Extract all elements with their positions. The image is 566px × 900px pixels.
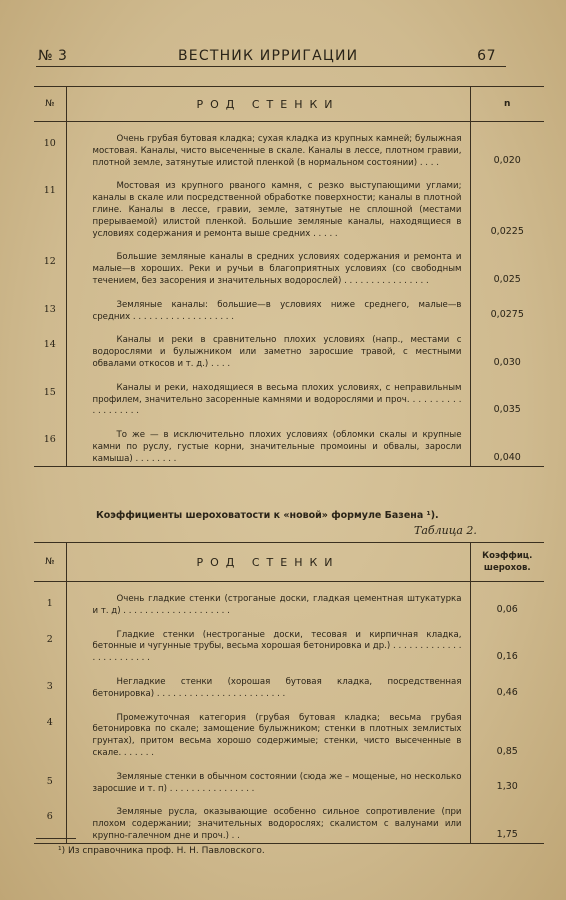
row-value: 0,040 xyxy=(470,418,544,466)
footnote: ¹) Из справочника проф. Н. Н. Павловского. xyxy=(58,846,265,856)
column-header-number: № xyxy=(34,87,66,122)
row-value: 0,020 xyxy=(470,122,544,170)
column-header-wall-type: РОД СТЕНКИ xyxy=(66,543,470,582)
row-description: Большие земляные каналы в средних условиях содержания и ремонта и малые—в хороших. Реки и ручьи в благоприятных условиях (со свободным течением, без засорения и значительных водорослей) . . . . . . . . . . . . . . . . xyxy=(92,252,462,286)
journal-title: ВЕСТНИК ИРРИГАЦИИ xyxy=(178,48,359,64)
column-header-number: № xyxy=(34,543,66,582)
row-number: 12 xyxy=(34,240,66,287)
row-number: 2 xyxy=(34,618,66,665)
row-description: Земляные стенки в обычном состоянии (сюда же – мощеные, но несколько заросшие и т. п) . . . . . . . . . . . . . . . . xyxy=(92,771,462,794)
row-value: 0,0275 xyxy=(470,288,544,324)
table-row xyxy=(34,665,544,701)
row-description: Гладкие стенки (нестроганые доски, тесовая и кирпичная кладка, бетонные и чугунные трубы, весьма хорошая бетонировка и др.) . . . . . . . . . . . . . . . . . . . . . . . . xyxy=(92,629,462,664)
row-value: 0,06 xyxy=(470,582,544,618)
table-header-row xyxy=(34,543,544,582)
row-number: 11 xyxy=(34,169,66,240)
row-description: Промежуточная категория (грубая бутовая кладка; весьма грубая бетонировка по скале; замощение булыжником; стенки в плотных землистых грунтах), притом весьма хорошо содержимые; стенки, чисто высеченные в скале. . . . . . . xyxy=(92,712,462,758)
row-description: Очень гладкие стенки (строганые доски, гладкая цементная штукатурка и т. д) . . . . . . . . . . . . . . . . . . . . xyxy=(92,594,462,616)
column-header-wall-type: РОД СТЕНКИ xyxy=(66,87,470,122)
table-row xyxy=(34,701,544,760)
row-value: 0,16 xyxy=(470,618,544,665)
row-value: 1,75 xyxy=(470,795,544,843)
table2-caption: Коэффициенты шероховатости к «новой» формуле Базена ¹). xyxy=(96,510,439,521)
row-number: 15 xyxy=(34,371,66,418)
page-number: 67 xyxy=(477,48,496,64)
row-number: 13 xyxy=(34,288,66,324)
row-value: 0,0225 xyxy=(470,169,544,240)
table-row xyxy=(34,288,544,324)
row-value: 0,025 xyxy=(470,240,544,287)
row-description: Мостовая из крупного рваного камня, с резко выступающими углами; каналы в скале или посредственной обработке поверхности; каналы в плотной глине. Каналы в лессе, гравии, земле, затянутые не сплошной (местами прерываемой) илистой пленкой. Большие земляные каналы, находящиеся в условиях содержания и ремонта выше средних . . . . . xyxy=(92,181,462,239)
row-number: 4 xyxy=(34,701,66,760)
table2-label: Таблица 2. xyxy=(414,524,477,537)
page-header xyxy=(36,44,506,67)
row-description: Земляные русла, оказывающие особенно сильное сопротивление (при плохом содержании; значительных водорослях; скалистом с валунами или крупно-галечном дне и проч.) . . xyxy=(66,795,470,843)
row-value: 0,030 xyxy=(470,323,544,370)
table-row xyxy=(34,795,544,843)
row-value: 1,30 xyxy=(470,760,544,796)
row-description: Негладкие стенки (хорошая бутовая кладка, посредственная бетонировка) . . . . . . . . . . . . . . . . . . . . . . . . xyxy=(92,676,462,699)
table-row xyxy=(34,122,544,170)
row-number: 14 xyxy=(34,323,66,370)
column-header-n: n xyxy=(470,87,544,122)
column-header-coefficient: Коэффиц. шерохов. xyxy=(470,543,544,582)
row-description: Каналы и реки в сравнительно плохих условиях (напр., местами с водорослями и булыжником или заметно заросшие травой, с местными обвалами откосов и т. д.) . . . . xyxy=(92,335,462,369)
row-number: 6 xyxy=(34,795,66,843)
issue-number: № 3 xyxy=(38,48,68,64)
table-row xyxy=(34,323,544,370)
row-number: 16 xyxy=(34,418,66,466)
roughness-table-n xyxy=(34,86,544,467)
row-description: Земляные каналы: большие—в условиях ниже среднего, малые—в средних . . . . . . . . . . . . . . . . . . . xyxy=(92,299,462,322)
row-number: 1 xyxy=(34,582,66,618)
row-value: 0,035 xyxy=(470,371,544,418)
table-row xyxy=(34,582,544,618)
table-row xyxy=(34,618,544,665)
table-row xyxy=(34,371,544,418)
table-header-row xyxy=(34,87,544,122)
row-value: 0,46 xyxy=(470,665,544,701)
row-number: 10 xyxy=(34,122,66,170)
row-value: 0,85 xyxy=(470,701,544,760)
row-description: То же — в исключительно плохих условиях (обломки скалы и крупные камни по руслу, густые корни, значительные промоины и обвалы, заросли камыша) . . . . . . . . xyxy=(66,418,470,466)
row-number: 3 xyxy=(34,665,66,701)
footnote-divider xyxy=(36,838,76,839)
table-row xyxy=(34,760,544,796)
roughness-table-bazin xyxy=(34,542,544,844)
table-row xyxy=(34,418,544,466)
row-description: Каналы и реки, находящиеся в весьма плохих условиях, с неправильным профилем, значительно засоренные камнями и водорослями и проч. . . . . . . . . . . . . . . . . . . xyxy=(92,382,462,417)
table-row xyxy=(34,169,544,240)
table-row xyxy=(34,240,544,287)
row-description: Очень грубая бутовая кладка; сухая кладка из крупных камней; булыжная мостовая. Каналы, чисто высеченные в скале. Каналы в лессе, плотном гравии, плотной земле, затянутые илистой пленкой (в нормальном состоянии) . . . . xyxy=(92,134,462,168)
row-number: 5 xyxy=(34,760,66,796)
